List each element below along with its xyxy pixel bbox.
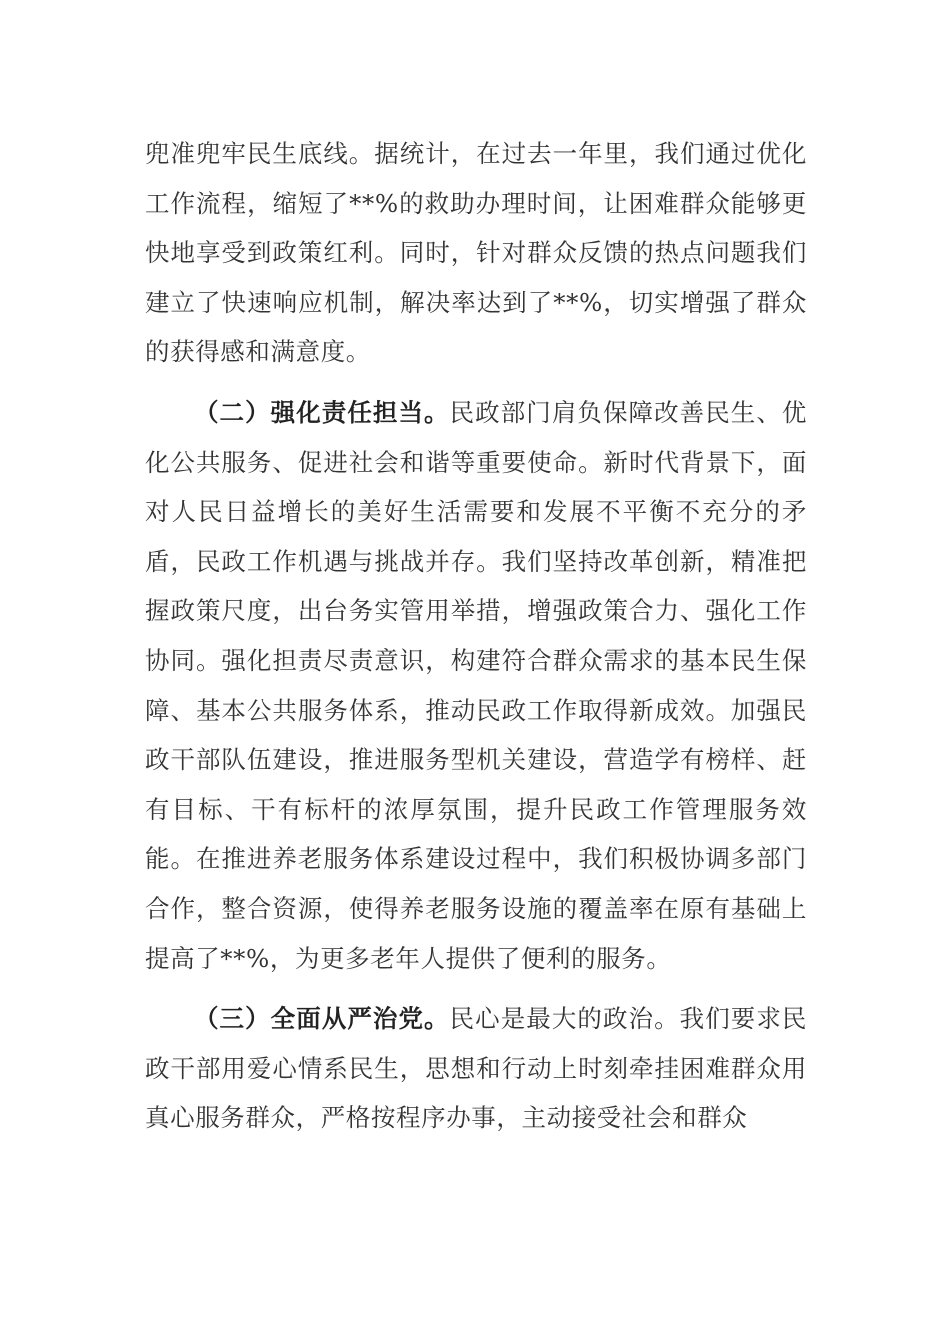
paragraph-1 [145,129,807,377]
paragraph-1-body: 兜准兜牢民生底线。据统计，在过去一年里，我们通过优化工作流程，缩短了**%的救助办理时间，让困难群众能够更快地享受到政策红利。同时，针对群众反馈的热点问题我们建立了快速响应机制，解决率达到了**%，切实增强了群众的获得感和满意度。 [145,139,807,367]
paragraph-2-body: 民政部门肩负保障改善民生、优化公共服务、促进社会和谐等重要使命。新时代背景下，面对人民日益增长的美好生活需要和发展不平衡不充分的矛盾，民政工作机遇与挑战并存。我们坚持改革创新，精准把握政策尺度，出台务实管用举措，增强政策合力、强化工作协同。强化担责尽责意识，构建符合群众需求的基本民生保障、基本公共服务体系，推动民政工作取得新成效。加强民政干部队伍建设，推进服务型机关建设，营造学有榜样、赶有目标、干有标杆的浓厚氛围，提升民政工作管理服务效能。在推进养老服务体系建设过程中，我们积极协调多部门合作，整合资源，使得养老服务设施的覆盖率在原有基础上提高了**%，为更多老年人提供了便利的服务。 [145,397,807,973]
document-body [145,129,807,1154]
paragraph-3-body: 民心是最大的政治。我们要求民政干部用爱心情系民生，思想和行动上时刻牵挂困难群众用真心服务群众，严格按程序办事，主动接受社会和群众 [145,1004,807,1133]
paragraph-2-heading: （二）强化责任担当。 [194,397,450,427]
paragraph-2 [145,388,807,983]
paragraph-3-heading: （三）全面从严治党。 [194,1004,450,1034]
paragraph-3 [145,994,807,1143]
